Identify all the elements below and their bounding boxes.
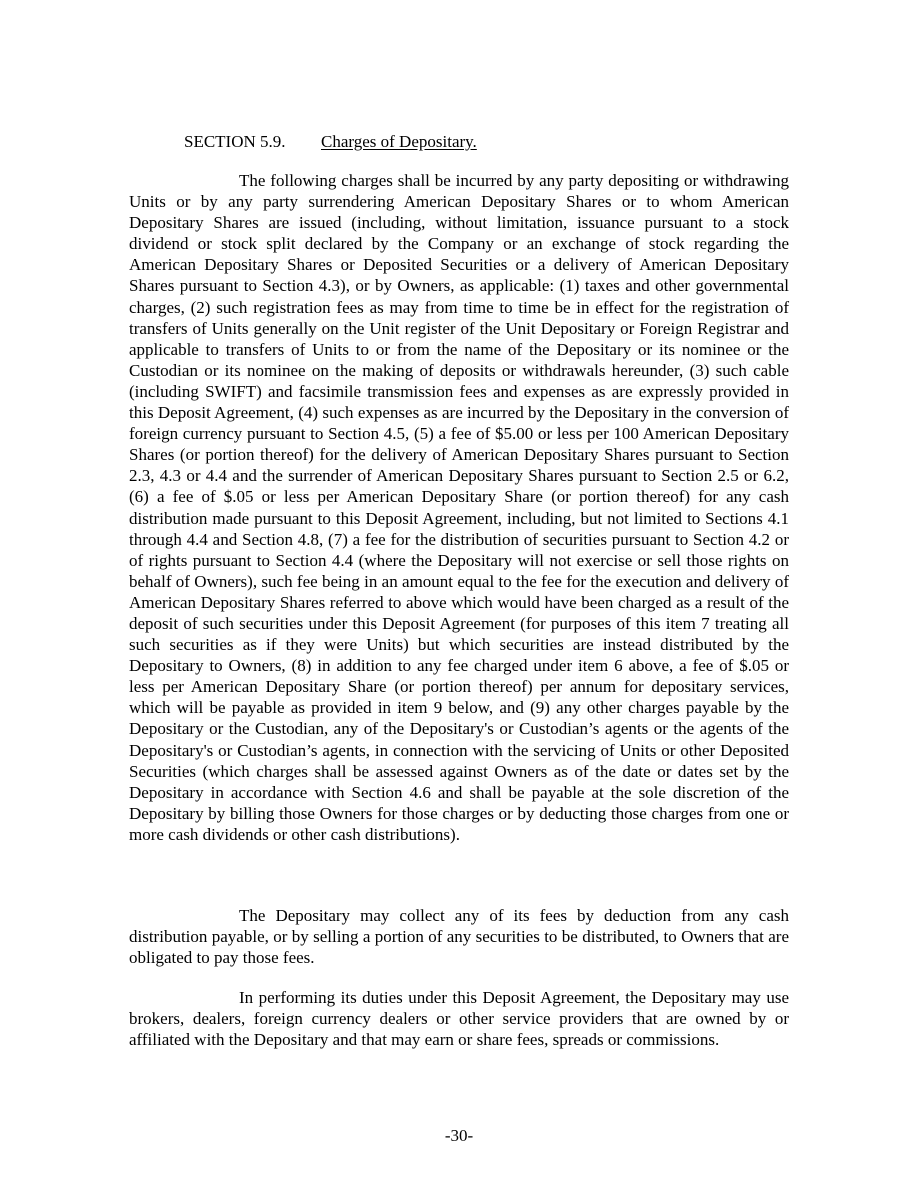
section-heading [184,131,477,152]
section-title: Charges of Depositary. [321,132,477,151]
paragraph-fee-collection: The Depositary may collect any of its fees by deduction from any cash distribution payable, or by selling a portion of any securities to be distributed, to Owners that are obligated to pay those fees. [129,906,789,968]
paragraph-service-providers: In performing its duties under this Deposit Agreement, the Depositary may use brokers, dealers, foreign currency dealers or other service providers that are owned by or affiliated with the Depositary and that may earn or share fees, spreads or commissions. [129,988,789,1050]
paragraph-charges: The following charges shall be incurred by any party depositing or withdrawing Units or by any party surrendering American Depositary Shares or to whom American Depositary Shares are issued (including, without limitation, issuance pursuant to a stock dividend or stock split declared by the Company or an exchange of stock regarding the American Depositary Shares or Deposited Securities or a delivery of American Depositary Shares pursuant to Section 4.3), or by Owners, as applicable: (1) taxes and other governmental charges, (2) such registration fees as may from time to time be in effect for the registration of transfers of Units generally on the Unit register of the Unit Depositary or Foreign Registrar and applicable to transfers of Units to or from the name of the Depositary or its nominee or the Custodian or its nominee on the making of deposits or withdrawals hereunder, (3) such cable (including SWIFT) and facsimile transmission fees and expenses as are expressly provided in this Deposit Agreement, (4) such expenses as are incurred by the Depositary in the conversion of foreign currency pursuant to Section 4.5, (5) a fee of $5.00 or less per 100 American Depositary Shares (or portion thereof) for the delivery of American Depositary Shares pursuant to Section 2.3, 4.3 or 4.4 and the surrender of American Depositary Shares pursuant to Section 2.5 or 6.2, (6) a fee of $.05 or less per American Depositary Share (or portion thereof) for any cash distribution made pursuant to this Deposit Agreement, including, but not limited to Sections 4.1 through 4.4 and Section 4.8, (7) a fee for the distribution of securities pursuant to Section 4.2 or of rights pursuant to Section 4.4 (where the Depositary will not exercise or sell those rights on behalf of Owners), such fee being in an amount equal to the fee for the execution and delivery of American Depositary Shares referred to above which would have been charged as a result of the deposit of such securities under this Deposit Agreement (for purposes of this item 7 treating all such securities as if they were Units) but which securities are instead distributed by the Depositary to Owners, (8) in addition to any fee charged under item 6 above, a fee of $.05 or less per American Depositary Share (or portion thereof) per annum for depositary services, which will be payable as provided in item 9 below, and (9) any other charges payable by the Depositary or the Custodian, any of the Depositary's or Custodian’s agents or the agents of the Depositary's or Custodian’s agents, in connection with the servicing of Units or other Deposited Securities (which charges shall be assessed against Owners as of the date or dates set by the Depositary in accordance with Section 4.6 and shall be payable at the sole discretion of the Depositary by billing those Owners for those charges or by deducting those charges from one or more cash dividends or other cash distributions). [129,171,789,844]
section-number: SECTION 5.9. [184,132,286,151]
page-number: -30- [444,1126,474,1145]
